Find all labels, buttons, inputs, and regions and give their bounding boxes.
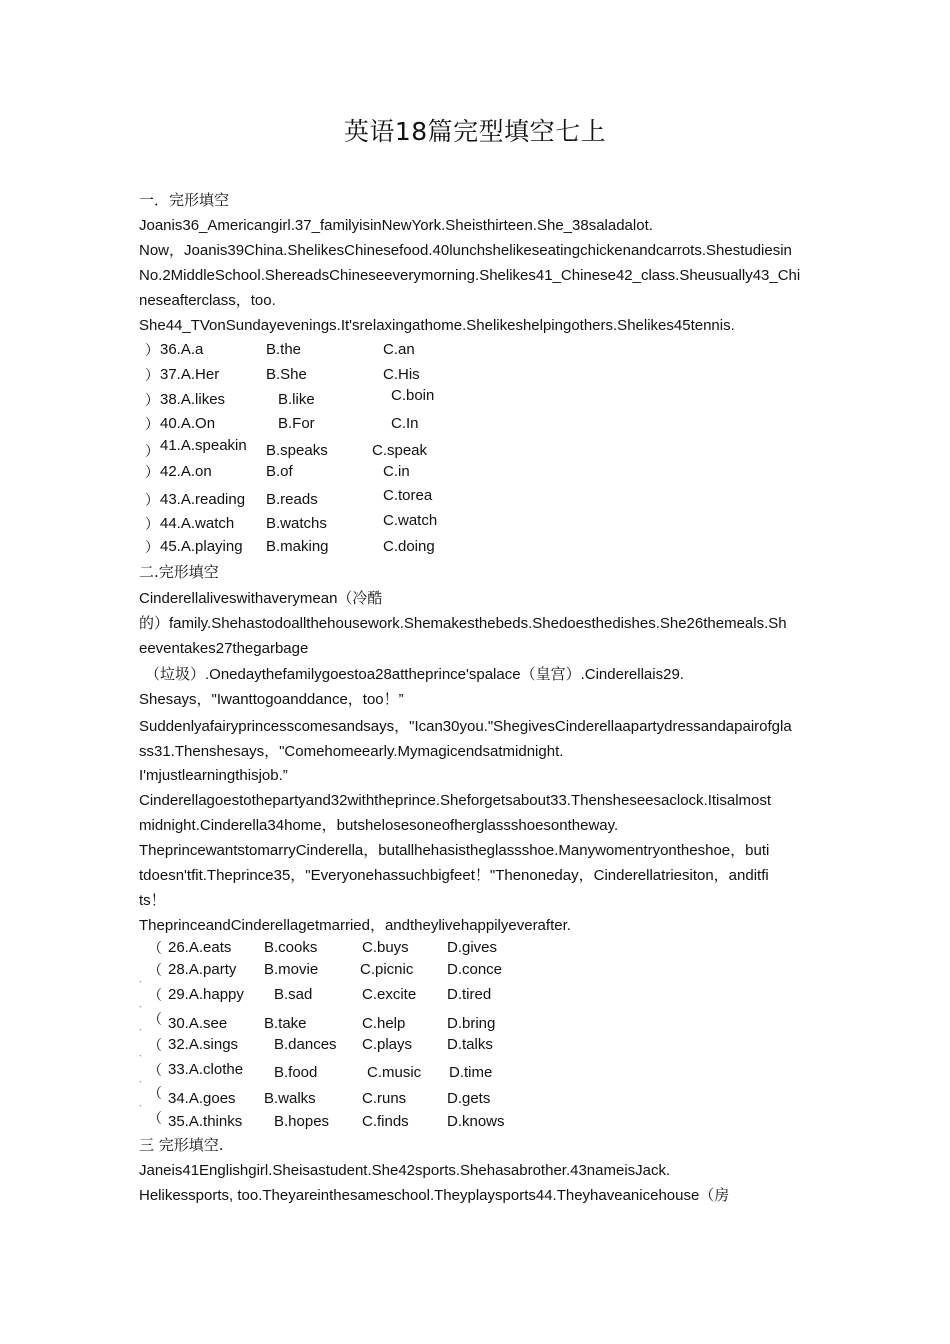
section1-heading: 一．完形填空 (139, 191, 230, 209)
option-c: C.speak (372, 442, 428, 459)
answer-bracket: ） (145, 539, 159, 555)
option-c: C.picnic (360, 961, 414, 978)
option-c: C.help (362, 1015, 406, 1032)
answer-bracket: ） (145, 367, 159, 383)
option-c: C.watch (383, 512, 438, 529)
option-b: B.the (266, 341, 302, 358)
option-d: D.gives (447, 939, 498, 956)
answer-bracket: ） (145, 516, 159, 532)
section3-line: Janeis41Englishgirl.Sheisastudent.She42sports.Shehasabrother.43nameisJack. (139, 1162, 671, 1179)
option-a: 33.A.clothe (168, 1061, 244, 1078)
option-c: C.boin (391, 387, 435, 404)
option-c: C.buys (362, 939, 409, 956)
section2-line: tdoesn'tfit.Theprince35，"Everyonehassuchbigfeet！"Thenoneday，Cinderellatriesiton，anditfi (139, 867, 769, 884)
option-b: B.walks (264, 1090, 316, 1107)
answer-bracket: （ (148, 1037, 162, 1053)
option-b: B.sad (274, 986, 313, 1003)
answer-bracket: （ (148, 962, 162, 978)
section2-line: 的）family.Shehastodoallthehousework.Shemakesthebeds.Shedoesthedishes.She26themeals.Sh (139, 615, 787, 632)
option-b: B.take (264, 1015, 307, 1032)
option-c: C.His (383, 366, 420, 383)
option-a: 42.A.on (160, 463, 212, 480)
option-a: 30.A.see (168, 1015, 228, 1032)
answer-bracket: ） (145, 392, 159, 408)
section3-line: Helikessports, too.Theyareinthesameschool.Theyplaysports44.Theyhaveanicehouse（房 (139, 1187, 730, 1204)
answer-bracket: ） (145, 342, 159, 358)
option-a: 29.A.happy (168, 986, 244, 1003)
section2-line: ts！ (139, 892, 166, 909)
answer-bracket: （ (148, 1085, 162, 1101)
option-b: B.cooks (264, 939, 318, 956)
answer-bracket: ） (145, 443, 159, 459)
option-c: C.excite (362, 986, 417, 1003)
answer-bracket: （ (148, 940, 162, 956)
option-b: B.like (278, 391, 315, 408)
section2-line: ss31.Thenshesays，"Comehomeearly.Mymagicendsatmidnight. (139, 743, 564, 760)
option-b: B.For (278, 415, 315, 432)
option-b: B.hopes (274, 1113, 330, 1130)
option-b: B.She (266, 366, 307, 383)
option-b: B.dances (274, 1036, 337, 1053)
option-a: 26.A.eats (168, 939, 232, 956)
option-c: C.torea (383, 487, 433, 504)
answer-bracket: ） (145, 416, 159, 432)
section1-line: She44_TVonSundayevenings.It'srelaxingathome.Shelikeshelpingothers.Shelikes45tennis. (139, 317, 735, 334)
option-a: 32.A.sings (168, 1036, 239, 1053)
option-d: D.conce (447, 961, 503, 978)
option-b: B.speaks (266, 442, 328, 459)
option-c: C.doing (383, 538, 435, 555)
option-a: 36.A.a (160, 341, 204, 358)
option-b: B.making (266, 538, 329, 555)
option-c: C.plays (362, 1036, 413, 1053)
section2-line: midnight.Cinderella34home，butshelosesoneofherglassshoesontheway. (139, 817, 619, 834)
option-b: B.food (274, 1064, 318, 1081)
option-c: C.in (383, 463, 410, 480)
section2-line: Cinderellagoestothepartyand32withtheprince.Sheforgetsabout33.Thensheseesaclock.Itisalmost (139, 792, 772, 809)
option-b: B.movie (264, 961, 319, 978)
option-d: D.talks (447, 1036, 493, 1053)
answer-bracket: ） (145, 492, 159, 508)
option-a: 44.A.watch (160, 515, 235, 532)
section2-line: （垃圾）.Onedaythefamilygoestoa28attheprince'spalace（皇宫）.Cinderellais29. (145, 666, 684, 683)
option-a: 43.A.reading (160, 491, 246, 508)
option-a: 45.A.playing (160, 538, 243, 555)
section2-line: TheprinceandCinderellagetmarried，andtheylivehappilyeverafter. (139, 917, 571, 934)
option-c: C.music (367, 1064, 422, 1081)
option-a: 40.A.On (160, 415, 216, 432)
option-a: 38.A.likes (160, 391, 226, 408)
answer-bracket: ） (145, 464, 159, 480)
option-a: 37.A.Her (160, 366, 220, 383)
option-d: D.tired (447, 986, 492, 1003)
section2-line: eeventakes27thegarbage (139, 640, 309, 657)
section2-heading: 二.完形填空 (139, 563, 219, 581)
option-a: 35.A.thinks (168, 1113, 243, 1130)
option-d: D.time (449, 1064, 493, 1081)
section1-line: Now，Joanis39China.ShelikesChinesefood.40lunchshelikeseatingchickenandcarrots.Shestudiesin (139, 242, 792, 259)
option-c: C.runs (362, 1090, 407, 1107)
page-title: 英语18篇完型填空七上 (343, 117, 607, 146)
section2-line: Shesays，"Iwanttogoanddance，too！” (139, 691, 404, 708)
answer-bracket: （ (148, 987, 162, 1003)
option-b: B.reads (266, 491, 318, 508)
section2-line: TheprincewantstomarryCinderella，butallhehasistheglassshoe.Manywomentryontheshoe，buti (139, 842, 770, 859)
option-a: 41.A.speakin (160, 437, 247, 454)
section1-line: Joanis36_Americangirl.37_familyisinNewYork.Sheisthirteen.She_38saladalot. (139, 217, 653, 234)
option-c: C.In (391, 415, 419, 432)
option-d: D.bring (447, 1015, 496, 1032)
section2-line: Suddenlyafairyprincesscomesandsays，"Ican30you."ShegivesCinderellaapartydressandapairofgla (139, 718, 792, 735)
section2-line: Cinderellaliveswithaverymean（冷酷 (139, 590, 383, 607)
section1-line: No.2MiddleSchool.ShereadsChineseeverymorning.Shelikes41_Chinese42_class.Sheusually43_Chi (139, 267, 801, 284)
option-a: 28.A.party (168, 961, 237, 978)
option-c: C.an (383, 341, 415, 358)
answer-bracket: （ (148, 1062, 162, 1078)
option-b: B.of (266, 463, 293, 480)
option-d: D.gets (447, 1090, 491, 1107)
option-a: 34.A.goes (168, 1090, 236, 1107)
option-c: C.finds (362, 1113, 409, 1130)
section1-line: neseafterclass，too. (139, 292, 276, 309)
section3-heading: 三 完形填空. (139, 1136, 224, 1154)
answer-bracket: （ (148, 1110, 162, 1126)
answer-bracket: （ (148, 1011, 162, 1027)
option-d: D.knows (447, 1113, 505, 1130)
option-b: B.watchs (266, 515, 327, 532)
section2-line: I'mjustlearningthisjob.” (139, 767, 288, 784)
